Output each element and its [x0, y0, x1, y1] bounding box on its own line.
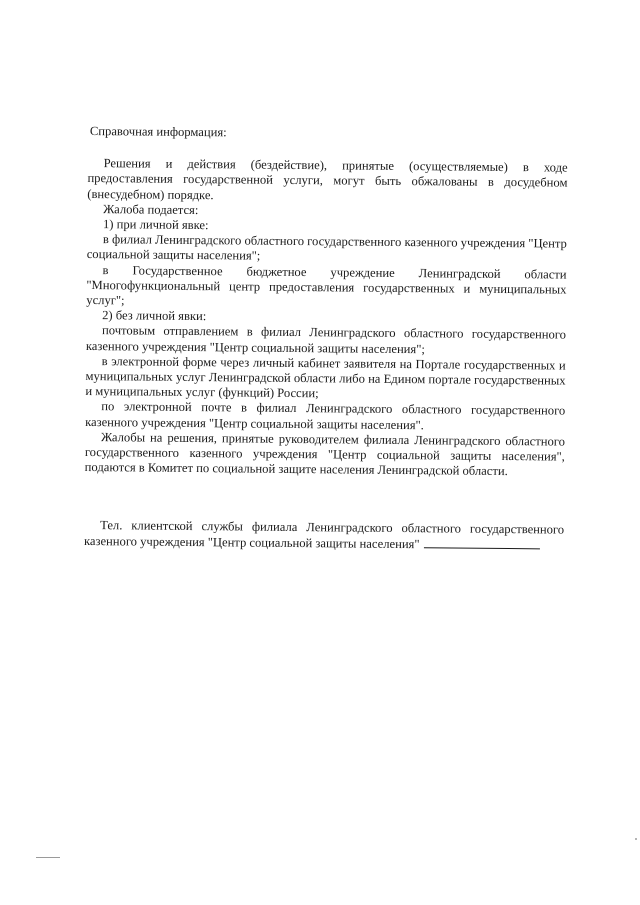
section-spacer: [84, 475, 564, 523]
phone-blank-field: [423, 537, 539, 549]
in-person-branch-item: в филиал Ленинградского областного государственного казенного учреждения "Центр социальной защиты населения";: [86, 232, 567, 264]
reference-heading: Справочная информация:: [89, 124, 227, 140]
electronic-portal-item: в электронной форме через личный кабинет заявителя на Портале государственных и муниципальных услуг Ленинградской области либо на Едином портале государственных и муниципальных услуг (функций) России;: [85, 353, 566, 401]
document-body: [84, 124, 568, 553]
postal-item: почтовым отправлением в филиал Ленинградского областного государственного казенного учреждения "Центр социальной защиты населения";: [85, 323, 567, 356]
committee-appeal-paragraph: Жалобы на решения, принятые руководителем филиала Ленинградского областного государственного казенного учреждения "Центр социальной защиты населения", подаются в Комитет по социальной защите населения Ленинградской области.: [84, 429, 566, 479]
phone-line-text: Тел. клиентской службы филиала Ленинградского областного государственного казенного учреждения "Центр социальной защиты населения": [83, 518, 565, 551]
appeal-intro-paragraph: Решения и действия (бездействие), принятые (осуществляемые) в ходе предоставления государственной услуги, могут быть обжалованы в досудебном (внесудебном) порядке.: [87, 156, 568, 202]
remote-label: 2) без личной явки:: [102, 308, 207, 324]
scan-dot: [635, 838, 637, 840]
in-person-mfc-item: в Государственное бюджетное учреждение Ленинградской области "Многофункциональный центр предоставления государственных и муниципальных услуг";: [86, 262, 567, 308]
complaint-filed-label: Жалоба подается:: [103, 201, 199, 217]
scan-mark: [36, 857, 60, 858]
email-item: по электронной почте в филиал Ленинградского областного государственного казенного учреждения "Центр социальной защиты населения".: [85, 399, 566, 432]
in-person-label: 1) при личной явке:: [102, 217, 209, 233]
phone-line: [84, 518, 564, 553]
